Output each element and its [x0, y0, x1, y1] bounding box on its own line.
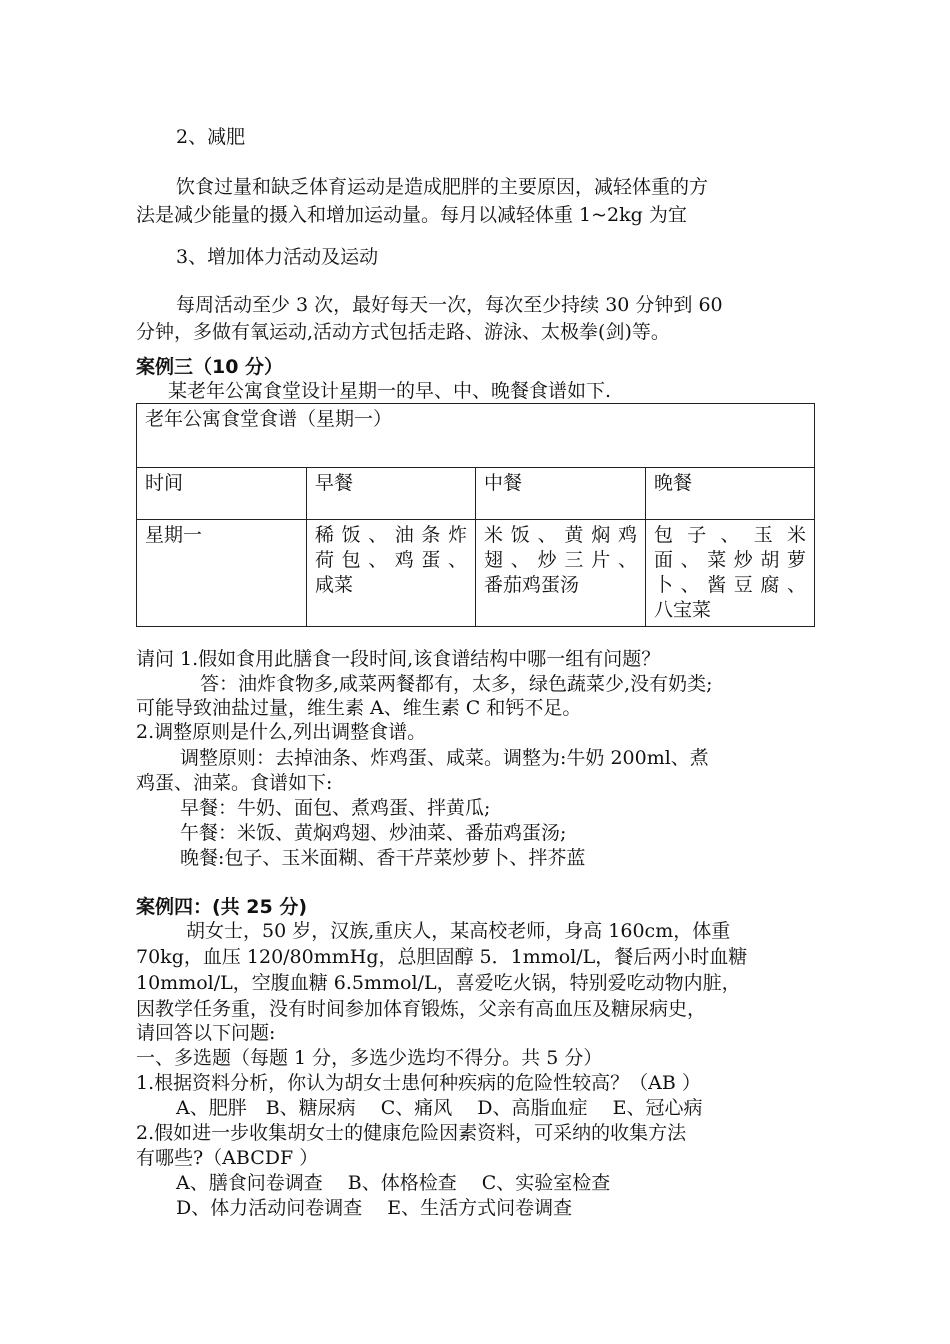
- case4-question2-line1: 2.假如进一步收集胡女士的健康危险因素资料，可采纳的收集方法: [136, 1122, 687, 1144]
- case3-question2: 2.调整原则是什么,列出调整食谱。: [136, 721, 427, 743]
- dinner-line: 面、菜炒胡萝: [654, 549, 807, 571]
- lunch-line: 番茄鸡蛋汤: [484, 574, 580, 596]
- case3-answer2-line2: 鸡蛋、油菜。食谱如下:: [136, 772, 333, 794]
- case4-question2-options2: D、体力活动问卷调查 E、生活方式问卷调查: [176, 1197, 573, 1219]
- lunch-line: 翅、炒三片、: [484, 549, 637, 571]
- case4-section-heading: 一、多选题（每题 1 分，多选少选均不得分。共 5 分）: [136, 1047, 603, 1069]
- case3-answer2-line1: 调整原则：去掉油条、炸鸡蛋、咸菜。调整为:牛奶 200ml、煮: [180, 747, 709, 769]
- breakfast-line: 稀饭、油条炸: [315, 524, 467, 546]
- header-breakfast: 早餐: [307, 468, 476, 520]
- header-dinner: 晚餐: [646, 468, 815, 520]
- section3-paragraph-line2: 分钟，多做有氧运动,活动方式包括走路、游泳、太极拳(剑)等。: [136, 321, 670, 343]
- case4-paragraph-line1: 胡女士，50 岁，汉族,重庆人，某高校老师，身高 160cm，体重: [186, 920, 731, 942]
- section2-paragraph-line1: 饮食过量和缺乏体育运动是造成肥胖的主要原因，减轻体重的方: [176, 176, 709, 198]
- menu-row-monday: [137, 520, 815, 627]
- case4-paragraph-line2: 70kg，血压 120/80mmHg，总胆固醇 5．1mmol/L，餐后两小时血糖: [136, 946, 748, 968]
- cell-lunch: [476, 520, 646, 627]
- menu-header-row: [137, 468, 815, 520]
- menu-table: [136, 403, 815, 627]
- section2-heading: 2、减肥: [176, 126, 246, 148]
- cell-dinner: [646, 520, 815, 627]
- case3-lunch: 午餐：米饭、黄焖鸡翅、炒油菜、番茄鸡蛋汤;: [180, 822, 567, 844]
- dinner-line: 卜、酱豆腐、: [654, 574, 807, 596]
- case4-question2-options1: A、膳食问卷调查 B、体格检查 C、实验室检查: [176, 1172, 611, 1194]
- breakfast-line: 荷包、鸡蛋、: [315, 549, 467, 571]
- case4-question1: 1.根据资料分析，你认为胡女士患何种疾病的危险性较高？（AB ）: [136, 1072, 701, 1094]
- header-lunch: 中餐: [476, 468, 646, 520]
- dinner-line: 八宝菜: [654, 599, 712, 621]
- dinner-line: 包子、玉米: [654, 524, 807, 546]
- case4-title: 案例四：(共 25 分): [136, 896, 308, 918]
- header-time: 时间: [137, 468, 307, 520]
- cell-breakfast: [307, 520, 476, 627]
- menu-caption: 老年公寓食堂食谱（星期一）: [137, 404, 815, 468]
- menu-caption-row: [137, 404, 815, 468]
- section3-paragraph-line1: 每周活动至少 3 次，最好每天一次，每次至少持续 30 分钟到 60: [176, 294, 723, 316]
- case3-dinner: 晚餐:包子、玉米面糊、香干芹菜炒萝卜、拌芥蓝: [180, 847, 586, 869]
- section2-paragraph-line2: 法是减少能量的摄入和增加运动量。每月以减轻体重 1~2kg 为宜: [136, 204, 687, 226]
- case3-intro: 某老年公寓食堂设计星期一的早、中、晚餐食谱如下.: [168, 380, 612, 402]
- case3-breakfast: 早餐：牛奶、面包、煮鸡蛋、拌黄瓜;: [180, 797, 491, 819]
- case4-question2-line2: 有哪些?（ABCDF ）: [136, 1147, 319, 1169]
- case4-paragraph-line5: 请回答以下问题:: [136, 1022, 276, 1044]
- case3-question1: 请问 1.假如食用此膳食一段时间,该食谱结构中哪一组有问题？: [136, 648, 661, 670]
- case4-question1-options: A、肥胖 B、糖尿病 C、痛风 D、高脂血症 E、冠心病: [176, 1097, 703, 1119]
- case3-answer1-line2: 可能导致油盐过量，维生素 A、维生素 C 和钙不足。: [136, 697, 582, 719]
- breakfast-line: 咸菜: [315, 574, 354, 596]
- cell-day: 星期一: [137, 520, 307, 627]
- case4-paragraph-line4: 因教学任务重，没有时间参加体育锻炼，父亲有高血压及糖尿病史，: [136, 998, 707, 1020]
- section3-heading: 3、增加体力活动及运动: [176, 246, 379, 268]
- case3-answer1-line1: 答：油炸食物多,咸菜两餐都有，太多，绿色蔬菜少,没有奶类;: [200, 673, 713, 695]
- case4-paragraph-line3: 10mmol/L，空腹血糖 6.5mmol/L，喜爱吃火锅，特别爱吃动物内脏，: [136, 972, 741, 994]
- case3-title: 案例三（10 分）: [136, 356, 284, 378]
- lunch-line: 米饭、黄焖鸡: [484, 524, 637, 546]
